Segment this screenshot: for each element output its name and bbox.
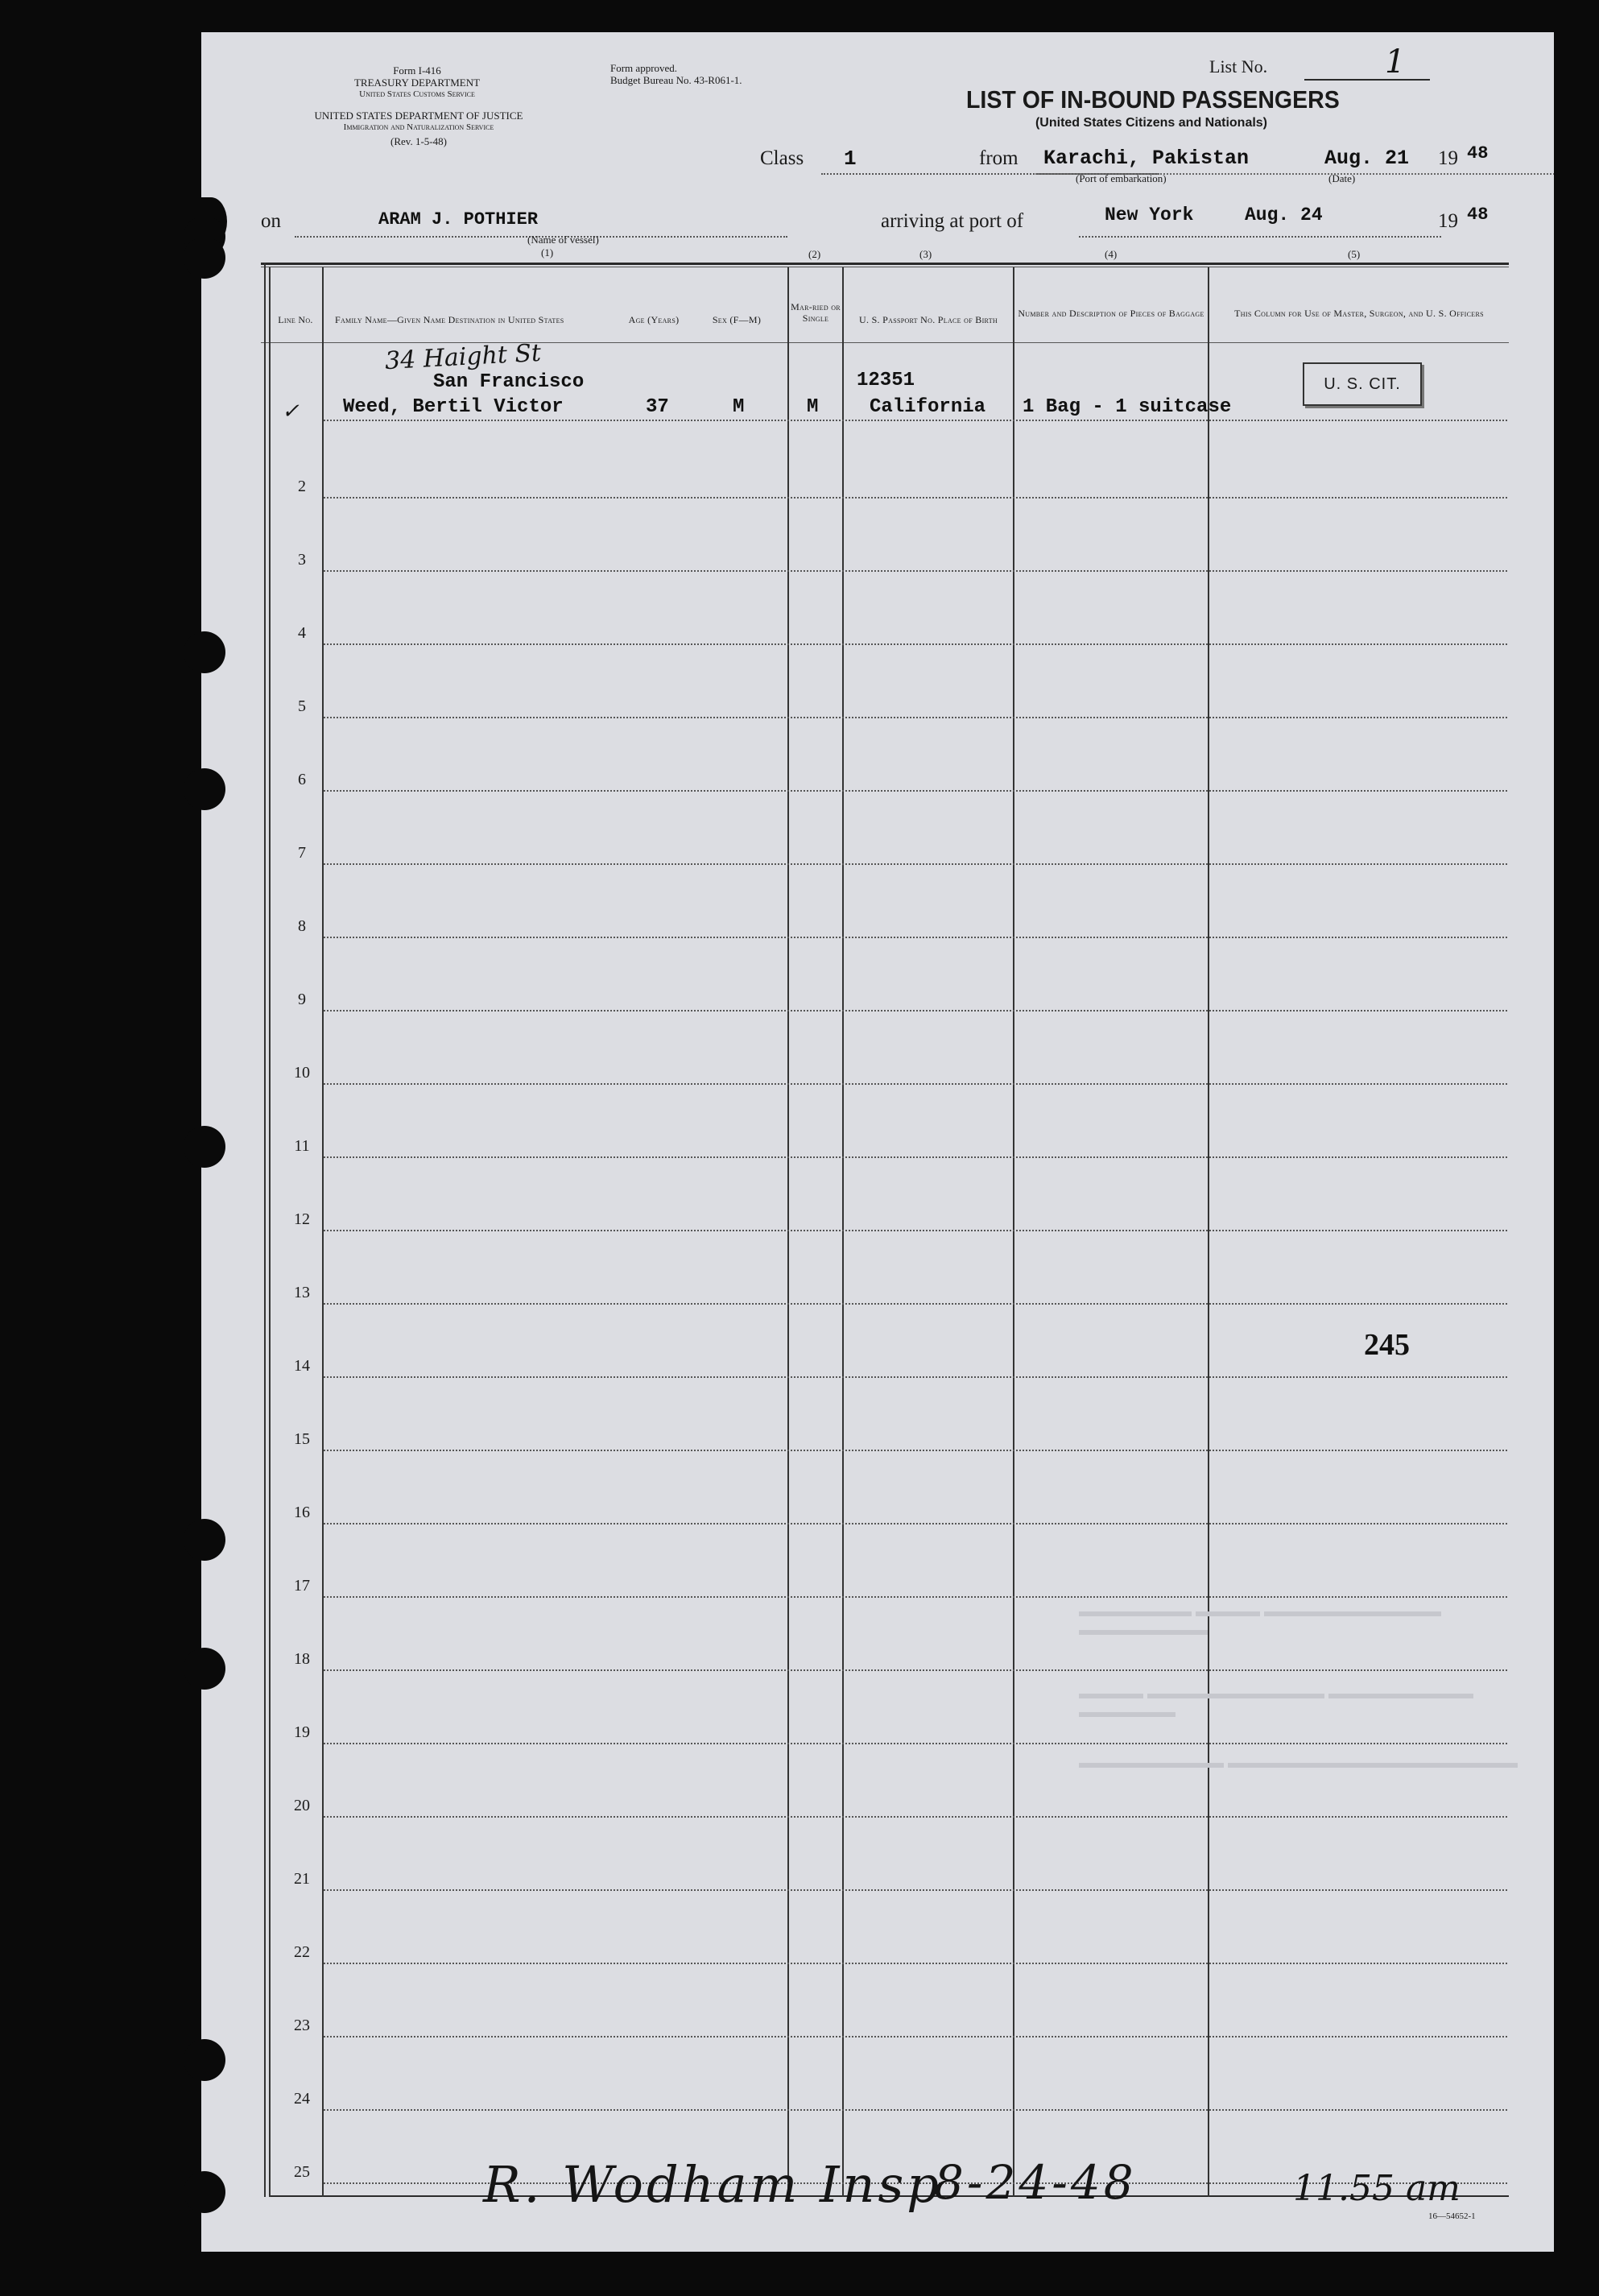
arriving-label: arriving at port of xyxy=(881,210,1024,232)
passenger-marital: M xyxy=(807,396,819,418)
line-number: 23 xyxy=(294,2017,310,2034)
arrival-year-prefix: 19 xyxy=(1438,210,1458,232)
arrival-date: Aug. 24 xyxy=(1245,205,1323,225)
budget-bureau: Budget Bureau No. 43-R061-1. xyxy=(610,74,742,86)
passenger-sex: M xyxy=(733,396,745,418)
row-line xyxy=(324,497,1507,499)
row-line xyxy=(324,1669,1507,1671)
inspection-time: 11.55 am xyxy=(1293,2168,1461,2209)
row-line xyxy=(324,937,1507,938)
departure-date: Aug. 21 xyxy=(1324,147,1410,170)
line-number: 20 xyxy=(294,1797,310,1814)
line-number: 9 xyxy=(298,991,306,1008)
vline-officers xyxy=(1208,267,1209,2197)
date-caption: (Date) xyxy=(1328,172,1356,184)
line-number: 5 xyxy=(298,697,306,715)
passenger-name: Weed, Bertil Victor xyxy=(343,396,564,418)
binder-hole xyxy=(184,1519,225,1561)
line-number: 22 xyxy=(294,1943,310,1961)
ink-speck xyxy=(172,395,177,404)
inspection-date: 8-24-48 xyxy=(934,2155,1137,2210)
header-bottom-rule xyxy=(261,342,1509,343)
arrival-year: 48 xyxy=(1467,205,1489,225)
col-num-4: (4) xyxy=(1105,248,1118,260)
row-line xyxy=(324,1963,1507,1964)
line-number: 17 xyxy=(294,1577,310,1595)
from-label: from xyxy=(979,147,1018,169)
bleed-through-text: ▬▬▬▬ ▬▬▬▬▬▬▬▬▬▬▬ ▬▬▬▬▬▬▬▬▬ ▬▬▬▬▬▬ xyxy=(1079,1685,1473,1721)
arrival-dotline xyxy=(1079,236,1441,238)
col-num-3: (3) xyxy=(919,248,932,260)
row-line xyxy=(324,1303,1507,1305)
col-header-age: Age (Years) xyxy=(628,314,680,325)
list-no-value: 1 xyxy=(1385,43,1406,81)
page-subtitle: (United States Citizens and Nationals) xyxy=(1035,116,1268,130)
binder-hole xyxy=(184,768,225,810)
col-num-2: (2) xyxy=(808,248,821,260)
row-1-line xyxy=(324,420,1507,421)
vline-married xyxy=(787,267,789,2197)
vessel-column-number: (1) xyxy=(541,246,554,259)
line-number: 10 xyxy=(294,1064,310,1082)
form-approved: Form approved. xyxy=(610,62,678,74)
list-no-underline xyxy=(1304,79,1430,81)
row-line xyxy=(324,1523,1507,1524)
row-line xyxy=(324,790,1507,792)
row-line xyxy=(324,1450,1507,1451)
vline-baggage xyxy=(1013,267,1014,2197)
col-num-5: (5) xyxy=(1348,248,1361,260)
line-number: 24 xyxy=(294,2090,310,2108)
class-label: Class xyxy=(760,147,804,169)
row-1-checkmark: ✓ xyxy=(282,399,300,424)
class-value: 1 xyxy=(844,147,857,171)
row-line xyxy=(324,1889,1507,1891)
row-line xyxy=(324,570,1507,572)
row-line xyxy=(324,1376,1507,1378)
customs-service: United States Customs Service xyxy=(359,89,475,99)
list-no-label: List No. xyxy=(1209,56,1268,77)
line-number: 12 xyxy=(294,1210,310,1228)
ink-speck xyxy=(190,1240,195,1253)
vline-line-no xyxy=(322,267,324,2197)
line-number: 2 xyxy=(298,478,306,495)
bleed-through-text: ▬▬▬▬▬▬▬▬▬ ▬▬▬▬▬▬▬▬▬▬▬▬▬▬▬▬▬▬ xyxy=(1079,1754,1518,1772)
binder-hole xyxy=(184,631,225,673)
page-title: LIST OF IN-BOUND PASSENGERS xyxy=(966,85,1340,114)
line-number: 13 xyxy=(294,1284,310,1301)
line-number: 8 xyxy=(298,917,306,935)
passenger-destination: San Francisco xyxy=(433,371,585,393)
line-number: 14 xyxy=(294,1357,310,1375)
ink-speck xyxy=(184,1079,190,1089)
immigration-service: Immigration and Naturalization Service xyxy=(343,122,494,132)
line-number: 21 xyxy=(294,1870,310,1888)
passenger-manifest-sheet xyxy=(201,32,1554,2252)
row-line xyxy=(324,1083,1507,1085)
vline-passport xyxy=(842,267,844,2197)
bleed-through-text: ▬▬▬▬▬▬▬ ▬▬▬▬ ▬▬▬▬▬▬▬▬▬▬▬ ▬▬▬▬▬▬▬▬ xyxy=(1079,1603,1441,1639)
binder-hole xyxy=(184,2171,225,2213)
row-line xyxy=(324,1010,1507,1011)
table-top-rule xyxy=(261,263,1509,265)
ink-speck xyxy=(185,1936,190,1946)
ink-speck xyxy=(179,335,184,345)
line-number: 25 xyxy=(294,2163,310,2181)
stamped-number: 245 xyxy=(1364,1328,1410,1362)
row-line xyxy=(324,1816,1507,1818)
line-number: 11 xyxy=(294,1137,310,1155)
col-header-line-no: Line No. xyxy=(278,314,313,325)
ink-speck xyxy=(179,1023,192,1028)
vline-left-outer xyxy=(264,263,266,2197)
form-code: 16—54652-1 xyxy=(1428,2211,1476,2221)
vline-left-inner xyxy=(269,267,271,2197)
row-line xyxy=(324,2036,1507,2037)
treasury-department: TREASURY DEPARTMENT xyxy=(353,77,481,89)
col-header-passport: U. S. Passport No. Place of Birth xyxy=(859,314,998,325)
passport-number: 12351 xyxy=(857,370,915,391)
binder-hole xyxy=(184,2039,225,2081)
line-number: 7 xyxy=(298,844,306,862)
line-number: 15 xyxy=(294,1430,310,1448)
vessel-name: ARAM J. POTHIER xyxy=(378,209,539,230)
binder-hole xyxy=(184,1648,225,1690)
place-of-birth: California xyxy=(870,396,986,418)
us-citizen-stamp: U. S. CIT. xyxy=(1303,362,1422,406)
line-number: 4 xyxy=(298,624,306,642)
department-of-justice: UNITED STATES DEPARTMENT OF JUSTICE xyxy=(314,110,523,122)
col-header-name: Family Name—Given Name Destination in United States xyxy=(335,314,564,325)
row-line xyxy=(324,1230,1507,1231)
row-line xyxy=(324,1743,1507,1744)
row-line xyxy=(324,863,1507,865)
line-number: 3 xyxy=(298,551,306,569)
col-header-baggage: Number and Description of Pieces of Baggage xyxy=(1018,308,1204,319)
binder-hole xyxy=(184,1126,225,1168)
row-line xyxy=(324,1156,1507,1158)
passenger-age: 37 xyxy=(646,396,669,418)
line-number: 6 xyxy=(298,771,306,788)
port-caption: (Port of embarkation) xyxy=(1076,172,1167,184)
inspector-signature: R. Wodham Insp xyxy=(483,2155,942,2214)
col-header-sex: Sex (F—M) xyxy=(712,314,762,325)
row-line xyxy=(324,717,1507,718)
col-header-officers: This Column for Use of Master, Surgeon, and U. S. Officers xyxy=(1234,308,1484,319)
ink-speck xyxy=(176,1880,185,1888)
row-line xyxy=(324,2109,1507,2111)
form-number: Form I-416 xyxy=(393,64,441,77)
baggage-description: 1 Bag - 1 suitcase xyxy=(1023,396,1232,418)
form-revision: (Rev. 1-5-48) xyxy=(390,135,447,147)
line-number: 18 xyxy=(294,1650,310,1668)
row-line xyxy=(324,1596,1507,1598)
arrival-port: New York xyxy=(1105,205,1194,225)
on-label: on xyxy=(261,210,281,232)
departure-year-prefix: 19 xyxy=(1438,147,1458,169)
port-of-embarkation: Karachi, Pakistan xyxy=(1043,147,1250,170)
handwritten-address: 34 Haight St xyxy=(384,338,542,376)
col-header-marital: Mar-ried or Single xyxy=(791,301,841,324)
vessel-caption: (Name of vessel) xyxy=(527,234,599,246)
line-number: 19 xyxy=(294,1723,310,1741)
binder-hole xyxy=(184,237,225,279)
row-line xyxy=(324,643,1507,645)
departure-year: 48 xyxy=(1467,143,1489,163)
line-number: 16 xyxy=(294,1504,310,1521)
